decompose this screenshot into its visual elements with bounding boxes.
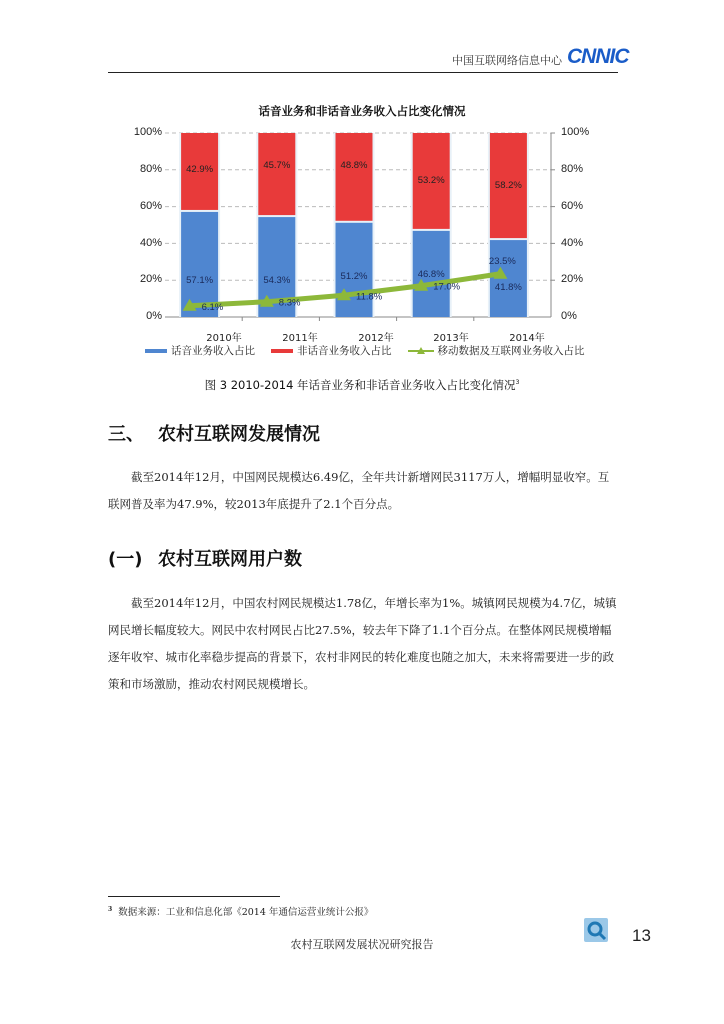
y-tick-right: 60% <box>561 200 584 212</box>
header-org-name: 中国互联网络信息中心 <box>452 54 562 67</box>
legend-swatch-red <box>271 349 293 353</box>
svg-text:46.8%: 46.8% <box>417 269 445 280</box>
x-tick: 2010年 <box>206 333 242 344</box>
y-tick-left: 0% <box>146 310 162 322</box>
caption-text: 图 3 2010-2014 年话音业务和非话音业务收入占比变化情况 <box>204 378 516 392</box>
svg-text:51.2%: 51.2% <box>340 271 368 282</box>
legend-swatch-blue <box>145 349 167 353</box>
svg-text:11.8%: 11.8% <box>356 291 383 303</box>
svg-text:57.1%: 57.1% <box>186 275 214 286</box>
legend-item-mobile-data <box>408 343 585 358</box>
footnote-ref[interactable]: 3 <box>515 379 520 387</box>
footnote <box>108 904 373 918</box>
cnnic-logo: CNNIC <box>567 45 629 68</box>
footnote-divider <box>108 896 280 897</box>
y-tick-right: 80% <box>561 163 584 175</box>
y-tick-left: 80% <box>139 163 162 175</box>
section-heading <box>108 420 320 446</box>
legend-item-voice <box>145 343 255 358</box>
section-paragraph: 截至2014年12月，中国网民规模达6.49亿，全年共计新增网民3117万人，增幅明显收窄。互联网普及率为47.9%，较2013年底提升了2.1个百分点。 <box>108 470 610 511</box>
x-tick: 2012年 <box>358 333 394 344</box>
search-report-icon <box>584 918 608 942</box>
y-tick-left: 20% <box>139 273 162 285</box>
legend-label: 话音业务收入占比 <box>171 345 255 357</box>
figure-caption <box>0 377 724 393</box>
subsection-title: 农村互联网用户数 <box>158 549 302 570</box>
svg-text:23.5%: 23.5% <box>488 255 516 267</box>
y-tick-right: 100% <box>561 126 590 138</box>
svg-text:6.1%: 6.1% <box>201 301 224 313</box>
x-tick: 2014年 <box>509 333 545 344</box>
section-title: 农村互联网发展情况 <box>158 424 320 445</box>
subsection-heading <box>108 545 302 571</box>
legend-label: 移动数据及互联网业务收入占比 <box>437 345 585 357</box>
chart-title: 话音业务和非话音业务收入占比变化情况 <box>258 104 466 118</box>
x-tick: 2013年 <box>433 333 469 344</box>
y-tick-right: 0% <box>561 310 577 322</box>
svg-text:58.2%: 58.2% <box>494 180 522 191</box>
svg-text:45.7%: 45.7% <box>263 160 291 171</box>
y-tick-left: 60% <box>139 200 162 212</box>
section-number: 三、 <box>108 424 144 445</box>
svg-text:8.3%: 8.3% <box>278 297 301 309</box>
subsection-number: (一) <box>108 549 143 570</box>
y-tick-left: 40% <box>139 237 162 249</box>
y-tick-right: 40% <box>561 237 584 249</box>
legend-line-triangle-icon <box>408 346 434 356</box>
x-tick: 2011年 <box>282 333 318 344</box>
svg-text:17.0%: 17.0% <box>433 281 461 293</box>
svg-text:53.2%: 53.2% <box>417 175 445 186</box>
svg-text:54.3%: 54.3% <box>263 275 291 286</box>
svg-text:41.8%: 41.8% <box>494 282 522 293</box>
y-tick-right: 20% <box>561 273 584 285</box>
svg-text:42.9%: 42.9% <box>186 164 214 175</box>
footnote-text: 数据来源：工业和信息化部《2014 年通信运营业统计公报》 <box>118 907 374 918</box>
legend-item-nonvoice <box>271 343 392 358</box>
footer-report-title: 农村互联网发展状况研究报告 <box>290 938 434 951</box>
legend-label: 非话音业务收入占比 <box>297 345 392 357</box>
chart-legend <box>145 343 595 358</box>
y-tick-left: 100% <box>133 126 162 138</box>
subsection-paragraph: 截至2014年12月，中国农村网民规模达1.78亿，年增长率为1%。城镇网民规模为4.7亿，城镇网民增长幅度较大。网民中农村网民占比27.5%，较去年下降了1.1个百分点。在整体网民规模增幅逐年收窄、城市化率稳步提高的背景下，农村非网民的转化难度也随之加大，未来将需要进一步的政策和市场激励，推动农村网民规模增长。 <box>108 596 617 691</box>
page-number: 13 <box>632 926 651 945</box>
footnote-number: 3 <box>108 905 113 913</box>
svg-text:48.8%: 48.8% <box>340 160 368 171</box>
